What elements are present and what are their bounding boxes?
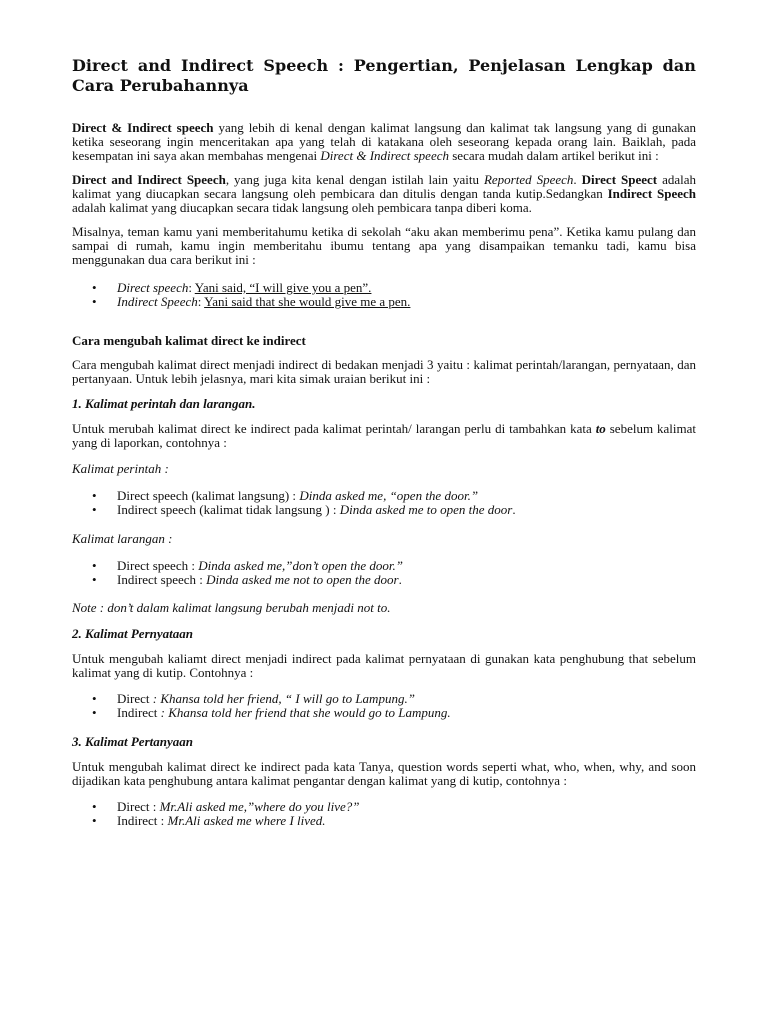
part3-body: Untuk mengubah kalimat direct ke indirect pada kata Tanya, question words seperti what, who, when, why, and soon dijadikan kata penghubung antara kalimat pengantar dengan kalimat yang di kutip, contohnya : [72, 759, 696, 788]
page-title: Direct and Indirect Speech : Pengertian, Penjelasan Lengkap dan Cara Perubahannya [72, 56, 696, 95]
part2-body: Untuk mengubah kaliamt direct menjadi indirect pada kalimat pernyataan di gunakan kata penghubung that sebelum kalimat yang di kutip. Contohnya : [72, 651, 696, 680]
note-text: Note : don’t dalam kalimat langsung berubah menjadi not to. [72, 600, 391, 615]
larangan-list [72, 559, 696, 587]
perintah-list [72, 489, 696, 517]
definition-paragraph [72, 173, 696, 215]
part2-heading: 2. Kalimat Pernyataan [72, 626, 193, 641]
def-bold-1: Direct and Indirect Speech [72, 172, 226, 187]
part3-heading: 3. Kalimat Pertanyaan [72, 734, 193, 749]
def-text-1: , yang juga kita kenal dengan istilah lain yaitu [225, 172, 484, 187]
perintah-label: Kalimat perintah : [72, 461, 169, 476]
intro-italic: Direct & Indirect speech [320, 148, 449, 163]
def-text-3: adalah kalimat yang diucapkan secara langsung oleh pembicara dan ditulis dengan tanda kutip.Sedangkan [72, 172, 697, 201]
list-item: • Direct : Mr.Ali asked me,”where do you live?” [72, 800, 696, 814]
intro-text-2: secara mudah dalam artikel berikut ini : [449, 148, 659, 163]
part3-list [72, 800, 696, 828]
list-item: • Direct speech (kalimat langsung) : Dinda asked me, “open the door.” [72, 489, 696, 503]
list-item: • Direct : Khansa told her friend, “ I will go to Lampung.” [72, 692, 696, 706]
def-text-2: . [573, 172, 582, 187]
larangan-label: Kalimat larangan : [72, 531, 173, 546]
def-italic: Reported Speech [483, 172, 574, 187]
list-item: • Direct speech: Yani said, “I will give you a pen”. [72, 281, 696, 295]
example-paragraph: Misalnya, teman kamu yani memberitahumu ketika di sekolah “aku akan memberimu pena”. Ketika kamu pulang dan sampai di rumah, kamu ingin memberitahu ibumu tentang apa yang disampaikan temanku tadi, kamu bisa menggunakan dua cara berikut ini : [72, 224, 696, 267]
section-heading: Cara mengubah kalimat direct ke indirect [72, 333, 306, 348]
def-bold-2: Direct Speect [581, 172, 658, 187]
intro-text-1: yang lebih di kenal dengan kalimat langsung dan kalimat tak langsung yang di gunakan ketika seseorang ingin menceritakan apa yang telah di katakana oleh seseorang kepada orang lain. Baiklah, pada kesempatan ini saya akan membahas mengenai [72, 120, 696, 163]
example-list [72, 281, 696, 309]
def-text-4: adalah kalimat yang diucapkan secara tidak langsung oleh pembicara tanpa diberi koma. [72, 200, 532, 215]
part1-body: Untuk merubah kalimat direct ke indirect pada kalimat perintah/ larangan perlu di tambahkan kata to sebelum kalimat yang di laporkan, contohnya : [72, 421, 697, 450]
list-item: • Indirect Speech: Yani said that she would give me a pen. [72, 295, 696, 309]
list-item: • Indirect : Mr.Ali asked me where I lived. [72, 814, 696, 828]
section-body: Cara mengubah kalimat direct menjadi indirect di bedakan menjadi 3 yaitu : kalimat perintah/larangan, pernyataan, dan pertanyaan. Untuk lebih jelasnya, mari kita simak uraian berikut ini : [72, 357, 696, 386]
def-bold-3: Indirect Speech [607, 186, 696, 201]
list-item: • Indirect : Khansa told her friend that she would go to Lampung. [72, 706, 696, 720]
part2-list [72, 692, 696, 720]
list-item: • Indirect speech : Dinda asked me not to open the door. [72, 573, 696, 587]
list-item: • Direct speech : Dinda asked me,”don’t open the door.” [72, 559, 696, 573]
document-page [72, 56, 696, 841]
intro-bold: Direct & Indirect speech [72, 120, 214, 135]
intro-paragraph [72, 121, 696, 163]
list-item: • Indirect speech (kalimat tidak langsung ) : Dinda asked me to open the door. [72, 503, 696, 517]
part1-heading: 1. Kalimat perintah dan larangan. [72, 396, 256, 411]
